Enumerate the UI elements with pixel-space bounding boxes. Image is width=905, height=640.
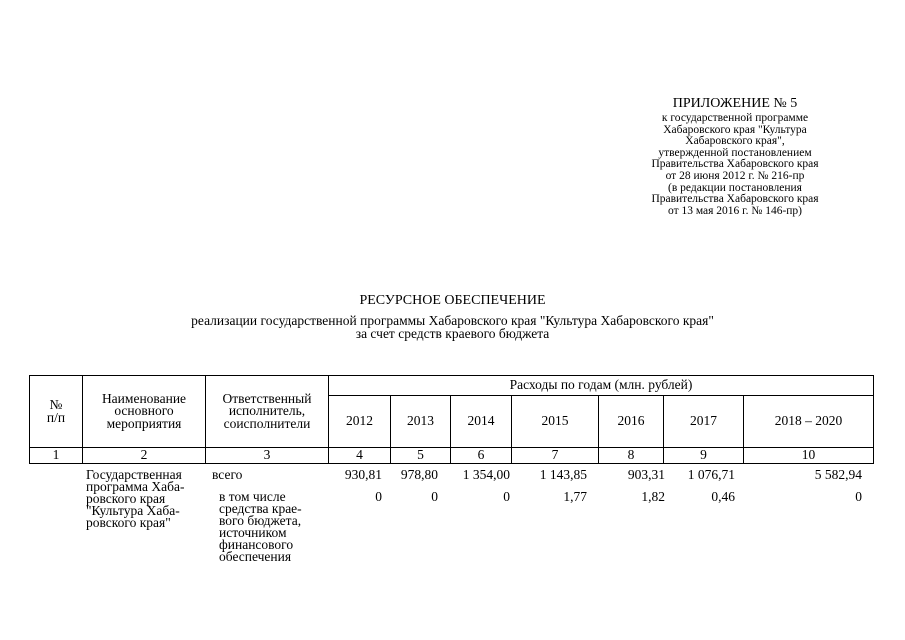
column-number: 8 — [599, 448, 664, 464]
header-expenses: Расходы по годам (млн. рублей) — [329, 376, 874, 396]
program-name-line: "Культура Хаба- — [86, 503, 180, 518]
column-number: 9 — [664, 448, 744, 464]
column-number: 6 — [451, 448, 512, 464]
appendix-line: Хабаровского края", — [685, 135, 785, 148]
header-name-line: Наименование — [101, 390, 187, 406]
value-cell: 1 076,71 — [687, 467, 735, 482]
header-num-line: № — [49, 397, 63, 412]
column-number: 5 — [391, 448, 451, 464]
document-subtitle: реализации государственной программы Хабаровского края "Культура Хабаровского края" — [191, 313, 714, 328]
program-name — [86, 469, 206, 529]
table-body — [29, 464, 875, 574]
resource-table-header — [29, 375, 874, 464]
row-label-total: всего — [212, 467, 243, 482]
value-cell: 1 354,00 — [462, 467, 510, 482]
appendix-line: от 28 июня 2012 г. № 216-пр — [665, 169, 805, 182]
row-label-line: финансового — [219, 537, 294, 552]
header-name-line: основного — [114, 403, 174, 419]
appendix-line: Правительства Хабаровского края — [651, 158, 819, 171]
appendix-line: Правительства Хабаровского края — [651, 193, 819, 206]
value-cell: 0,46 — [711, 489, 735, 504]
row-label-regional — [219, 491, 324, 563]
value-cell: 903,31 — [627, 467, 665, 482]
header-resp-line: исполнитель, — [228, 403, 306, 419]
value-cell: 0 — [431, 489, 438, 504]
row-label-line: источником — [219, 525, 287, 540]
appendix-line: (в редакции постановления — [668, 181, 802, 194]
program-name-line: Государственная — [86, 467, 182, 482]
appendix-line: от 13 мая 2016 г. № 146-пр) — [667, 204, 803, 217]
row-label-line: в том числе — [219, 489, 286, 504]
program-name-line: программа Хаба- — [86, 479, 185, 494]
row-label-line: средства крае- — [219, 501, 302, 516]
header-num-line: п/п — [46, 409, 66, 425]
year-header: 2018 – 2020 — [744, 396, 874, 448]
column-number: 3 — [206, 448, 329, 464]
column-number: 1 — [30, 448, 83, 464]
row-label-line: обеспечения — [219, 549, 292, 564]
program-name-line: ровского края — [86, 491, 166, 506]
year-header: 2012 — [329, 396, 391, 448]
appendix-line: Хабаровского края "Культура — [663, 123, 807, 136]
appendix-heading: ПРИЛОЖЕНИЕ № 5 — [672, 96, 798, 111]
year-header: 2013 — [391, 396, 451, 448]
header-num — [30, 376, 83, 448]
row-label-line: вого бюджета, — [219, 513, 302, 528]
year-header: 2015 — [512, 396, 599, 448]
year-header: 2014 — [451, 396, 512, 448]
header-responsible — [206, 376, 329, 448]
value-cell: 978,80 — [400, 467, 438, 482]
column-number: 2 — [83, 448, 206, 464]
document-title: РЕСУРСНОЕ ОБЕСПЕЧЕНИЕ — [359, 293, 546, 308]
column-number: 7 — [512, 448, 599, 464]
value-cell: 0 — [855, 489, 862, 504]
header-name — [83, 376, 206, 448]
year-header: 2017 — [664, 396, 744, 448]
appendix-note — [600, 96, 870, 217]
header-name-line: мероприятия — [106, 415, 182, 431]
value-cell: 1,82 — [641, 489, 665, 504]
appendix-line: к государственной программе — [661, 112, 809, 124]
value-cell: 1 143,85 — [539, 467, 587, 482]
value-cell: 930,81 — [344, 467, 382, 482]
appendix-line: утвержденной постановлением — [658, 146, 812, 159]
value-cell: 0 — [503, 489, 510, 504]
value-cell: 5 582,94 — [814, 467, 862, 482]
column-number: 10 — [744, 448, 874, 464]
document-subtitle-2: за счет средств краевого бюджета — [355, 326, 550, 341]
value-cell: 1,77 — [563, 489, 587, 504]
column-number: 4 — [329, 448, 391, 464]
value-cell: 0 — [375, 489, 382, 504]
program-name-line: ровского края" — [86, 515, 171, 530]
header-resp-line: соисполнители — [223, 415, 311, 431]
header-resp-line: Ответственный — [222, 390, 312, 406]
year-header: 2016 — [599, 396, 664, 448]
